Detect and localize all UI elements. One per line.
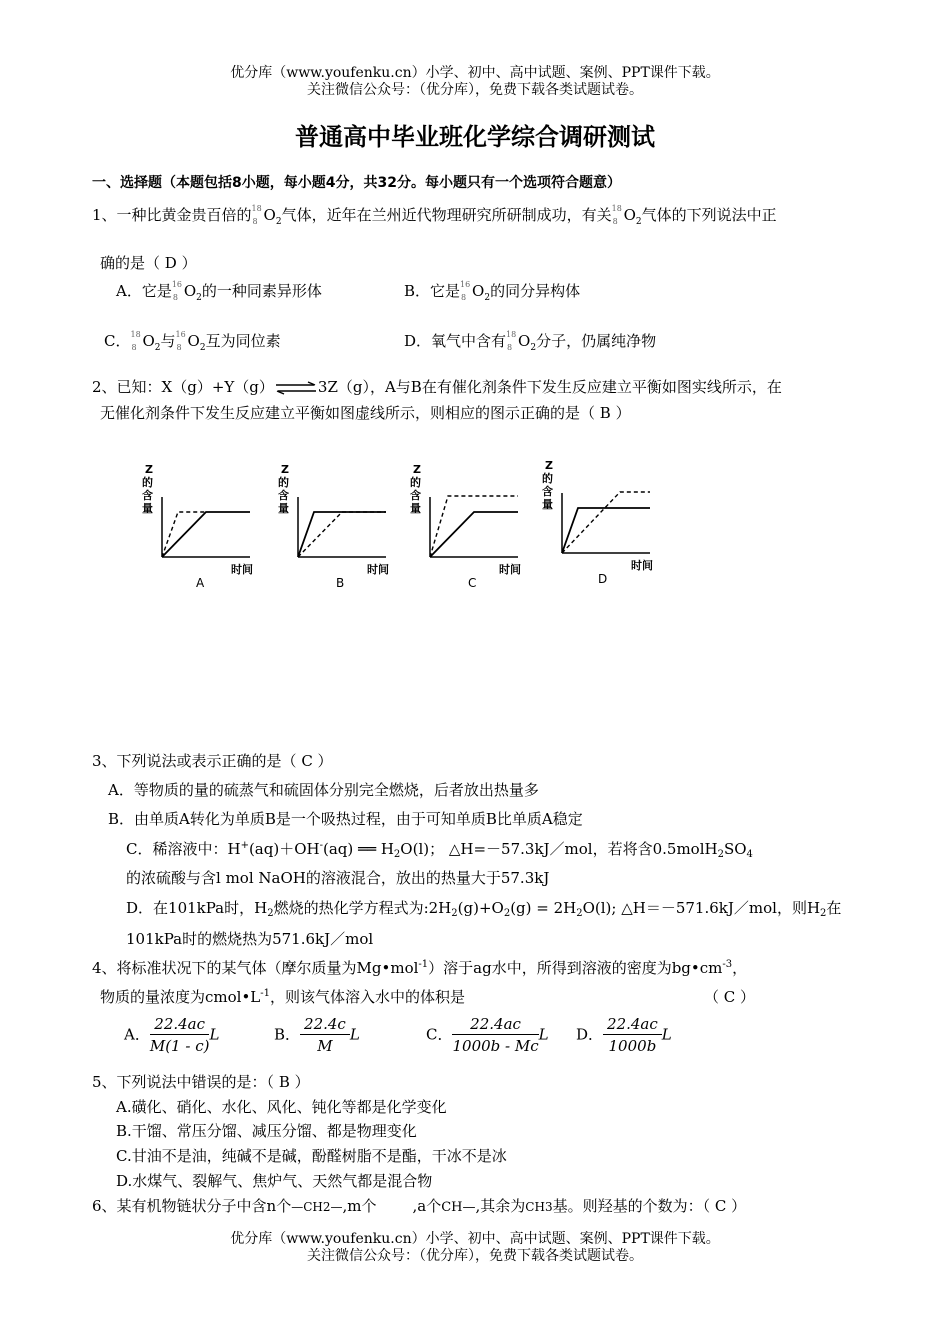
o2-formula: $O_2$	[623, 206, 642, 227]
svg-text:含: 含	[142, 489, 153, 502]
q4-answer: （ C ）	[704, 988, 756, 1006]
q5-option-a: A.磺化、硝化、水化、风化、钝化等都是化学变化	[116, 1098, 447, 1116]
dashed-curve	[562, 492, 650, 553]
q5-option-d: D.水煤气、裂解气、焦炉气、天然气都是混合物	[116, 1172, 433, 1190]
q5-option-b: B.干馏、常压分馏、减压分馏、都是物理变化	[116, 1122, 417, 1140]
q4-stem-cont: 物质的量浓度为$cmol•L^{-1}$，则该气体溶入水中的体积是	[100, 988, 466, 1006]
q2-stem-cont: 无催化剂条件下发生反应建立平衡如图虚线所示，则相应的图示正确的是（ B ）	[100, 404, 631, 422]
graph-label: A	[196, 576, 205, 590]
graph-a	[142, 463, 253, 590]
q4-option-a: A． $\frac{22.4ac}{M(1 - c)}$ L	[124, 1015, 220, 1055]
header-line-1: 优分库（www.youfenku.cn）小学、初中、高中试题、案例、PPT课件下载。	[230, 65, 720, 81]
solid-curve	[562, 508, 650, 553]
solid-curve	[430, 512, 518, 557]
q1-option-a: A．它是 16 8 $O_2$的一种同素异形体	[116, 280, 322, 303]
q4-option-d: D． $\frac{22.4ac}{1000b}$ L	[576, 1015, 672, 1055]
q6-stem: 6、某有机物链状分子中含n个—CH2—,m个 ,a个CH—,其余为CH3基。则羟基的个数为：（ C ）	[92, 1197, 747, 1215]
footer-line-1: 优分库（www.youfenku.cn）小学、初中、高中试题、案例、PPT课件下载。	[230, 1231, 720, 1247]
svg-text:时间: 时间	[631, 559, 653, 572]
q1-stem	[92, 204, 777, 227]
q1-option-d: D．氧气中含有 18 8 $O_2$分子，仍属纯净物	[404, 330, 657, 353]
svg-text:的: 的	[542, 472, 553, 485]
q4-option-b: B． $\frac{22.4c}{M}$ L	[274, 1015, 360, 1055]
q1-stem-cont: 确的是（ D ）	[100, 254, 197, 272]
svg-text:量: 量	[542, 498, 553, 511]
graph-label: B	[336, 576, 345, 590]
svg-text:含: 含	[278, 489, 289, 502]
q4-option-c: C． $\frac{22.4ac}{1000b - Mc}$ L	[426, 1015, 549, 1055]
svg-text:量: 量	[278, 502, 289, 515]
q1-text-2: 气体，近年在兰州近代物理研究所研制成功，有关	[281, 206, 612, 224]
svg-text:的: 的	[142, 476, 153, 489]
q2-stem: 2、已知：X（g）+Y（g） 3Z（g），A与B在有催化剂条件下发生反应建立平衡如图实线所示，在	[92, 378, 782, 396]
svg-text:Z: Z	[413, 463, 421, 476]
q3-option-d-cont: 101kPa时的燃烧热为571.6kJ／mol	[126, 930, 374, 948]
svg-text:Z: Z	[545, 459, 553, 472]
graph-label: C	[468, 576, 477, 590]
footer-line-2: 关注微信公众号：（优分库），免费下载各类试题试卷。	[307, 1248, 643, 1264]
graph-b	[278, 463, 389, 590]
q1-option-b: B．它是 16 8 $O_2$的同分异构体	[404, 280, 581, 303]
solid-curve	[162, 512, 250, 557]
isotope-mark: 18 8	[611, 204, 622, 226]
dashed-curve	[430, 496, 518, 557]
q3-option-a: A．等物质的量的硫蒸气和硫固体分别完全燃烧，后者放出热量多	[108, 781, 539, 799]
o2-formula: $O_2$	[263, 206, 282, 227]
q3-option-c-cont: 的浓硫酸与含l mol NaOH的溶液混合，放出的热量大于57.3kJ	[126, 869, 550, 887]
svg-text:时间: 时间	[499, 563, 521, 576]
svg-text:时间: 时间	[367, 563, 389, 576]
graph-label: D	[598, 572, 608, 586]
graph-c	[410, 463, 521, 590]
q3-option-b: B．由单质A转化为单质B是一个吸热过程，由于可知单质B比单质A稳定	[108, 810, 583, 828]
svg-text:含: 含	[410, 489, 421, 502]
page-title: 普通高中毕业班化学综合调研测试	[295, 123, 655, 151]
ch2-group: —CH2—	[291, 1200, 343, 1214]
graph-d	[542, 459, 653, 586]
isotope-mark: 18 8	[251, 204, 262, 226]
section-heading: 一、选择题（本题包括8小题，每小题4分，共32分。每小题只有一个选项符合题意）	[92, 175, 621, 191]
q5-option-c: C.甘油不是油，纯碱不是碱，酚醛树脂不是酯，干冰不是冰	[116, 1147, 507, 1165]
svg-text:量: 量	[410, 502, 421, 515]
svg-text:含: 含	[542, 485, 553, 498]
q5-stem: 5、下列说法中错误的是：（ B ）	[92, 1073, 310, 1091]
q4-stem: 4、将标准状况下的某气体（摩尔质量为Mg•mol$^{-1}$）溶于ag水中，所得到溶液的密度为$bg•cm^{-3}$，	[92, 959, 748, 977]
q3-stem: 3、下列说法或表示正确的是（ C ）	[92, 752, 333, 770]
svg-text:的: 的	[278, 476, 289, 489]
q3-option-c: C．稀溶液中：H+(aq)＋OH-(aq) ══ $H_2O(l)$； △H=－57.3kJ／mol，若将含$0.5molH_2SO_4$	[126, 840, 753, 860]
svg-text:Z: Z	[281, 463, 289, 476]
ch-group: CH—	[441, 1200, 476, 1215]
q1-text-3: 气体的下列说法中正	[641, 206, 777, 224]
q2-graphs	[120, 455, 680, 595]
svg-text:的: 的	[410, 476, 421, 489]
svg-text:量: 量	[142, 502, 153, 515]
ch3-group: CH3	[525, 1200, 553, 1214]
q3-option-d: D．在101kPa时，$H_2$燃烧的热化学方程式为$:2H_2(g)+O_2(g) = 2H_2O(l)$; △H＝－571.6kJ／mol，则$H_2$在	[126, 899, 842, 919]
q1-option-c: C． 18 8 $O_2$与 16 8 $O_2$互为同位素	[104, 330, 281, 353]
q1-text-1: 1、一种比黄金贵百倍的	[92, 206, 252, 224]
header-line-2: 关注微信公众号：（优分库），免费下载各类试题试卷。	[307, 82, 643, 98]
solid-curve	[298, 512, 386, 557]
axis-y-label: Z	[145, 463, 153, 476]
axis-x-label: 时间	[231, 563, 253, 576]
equilibrium-arrow-icon	[274, 381, 318, 395]
